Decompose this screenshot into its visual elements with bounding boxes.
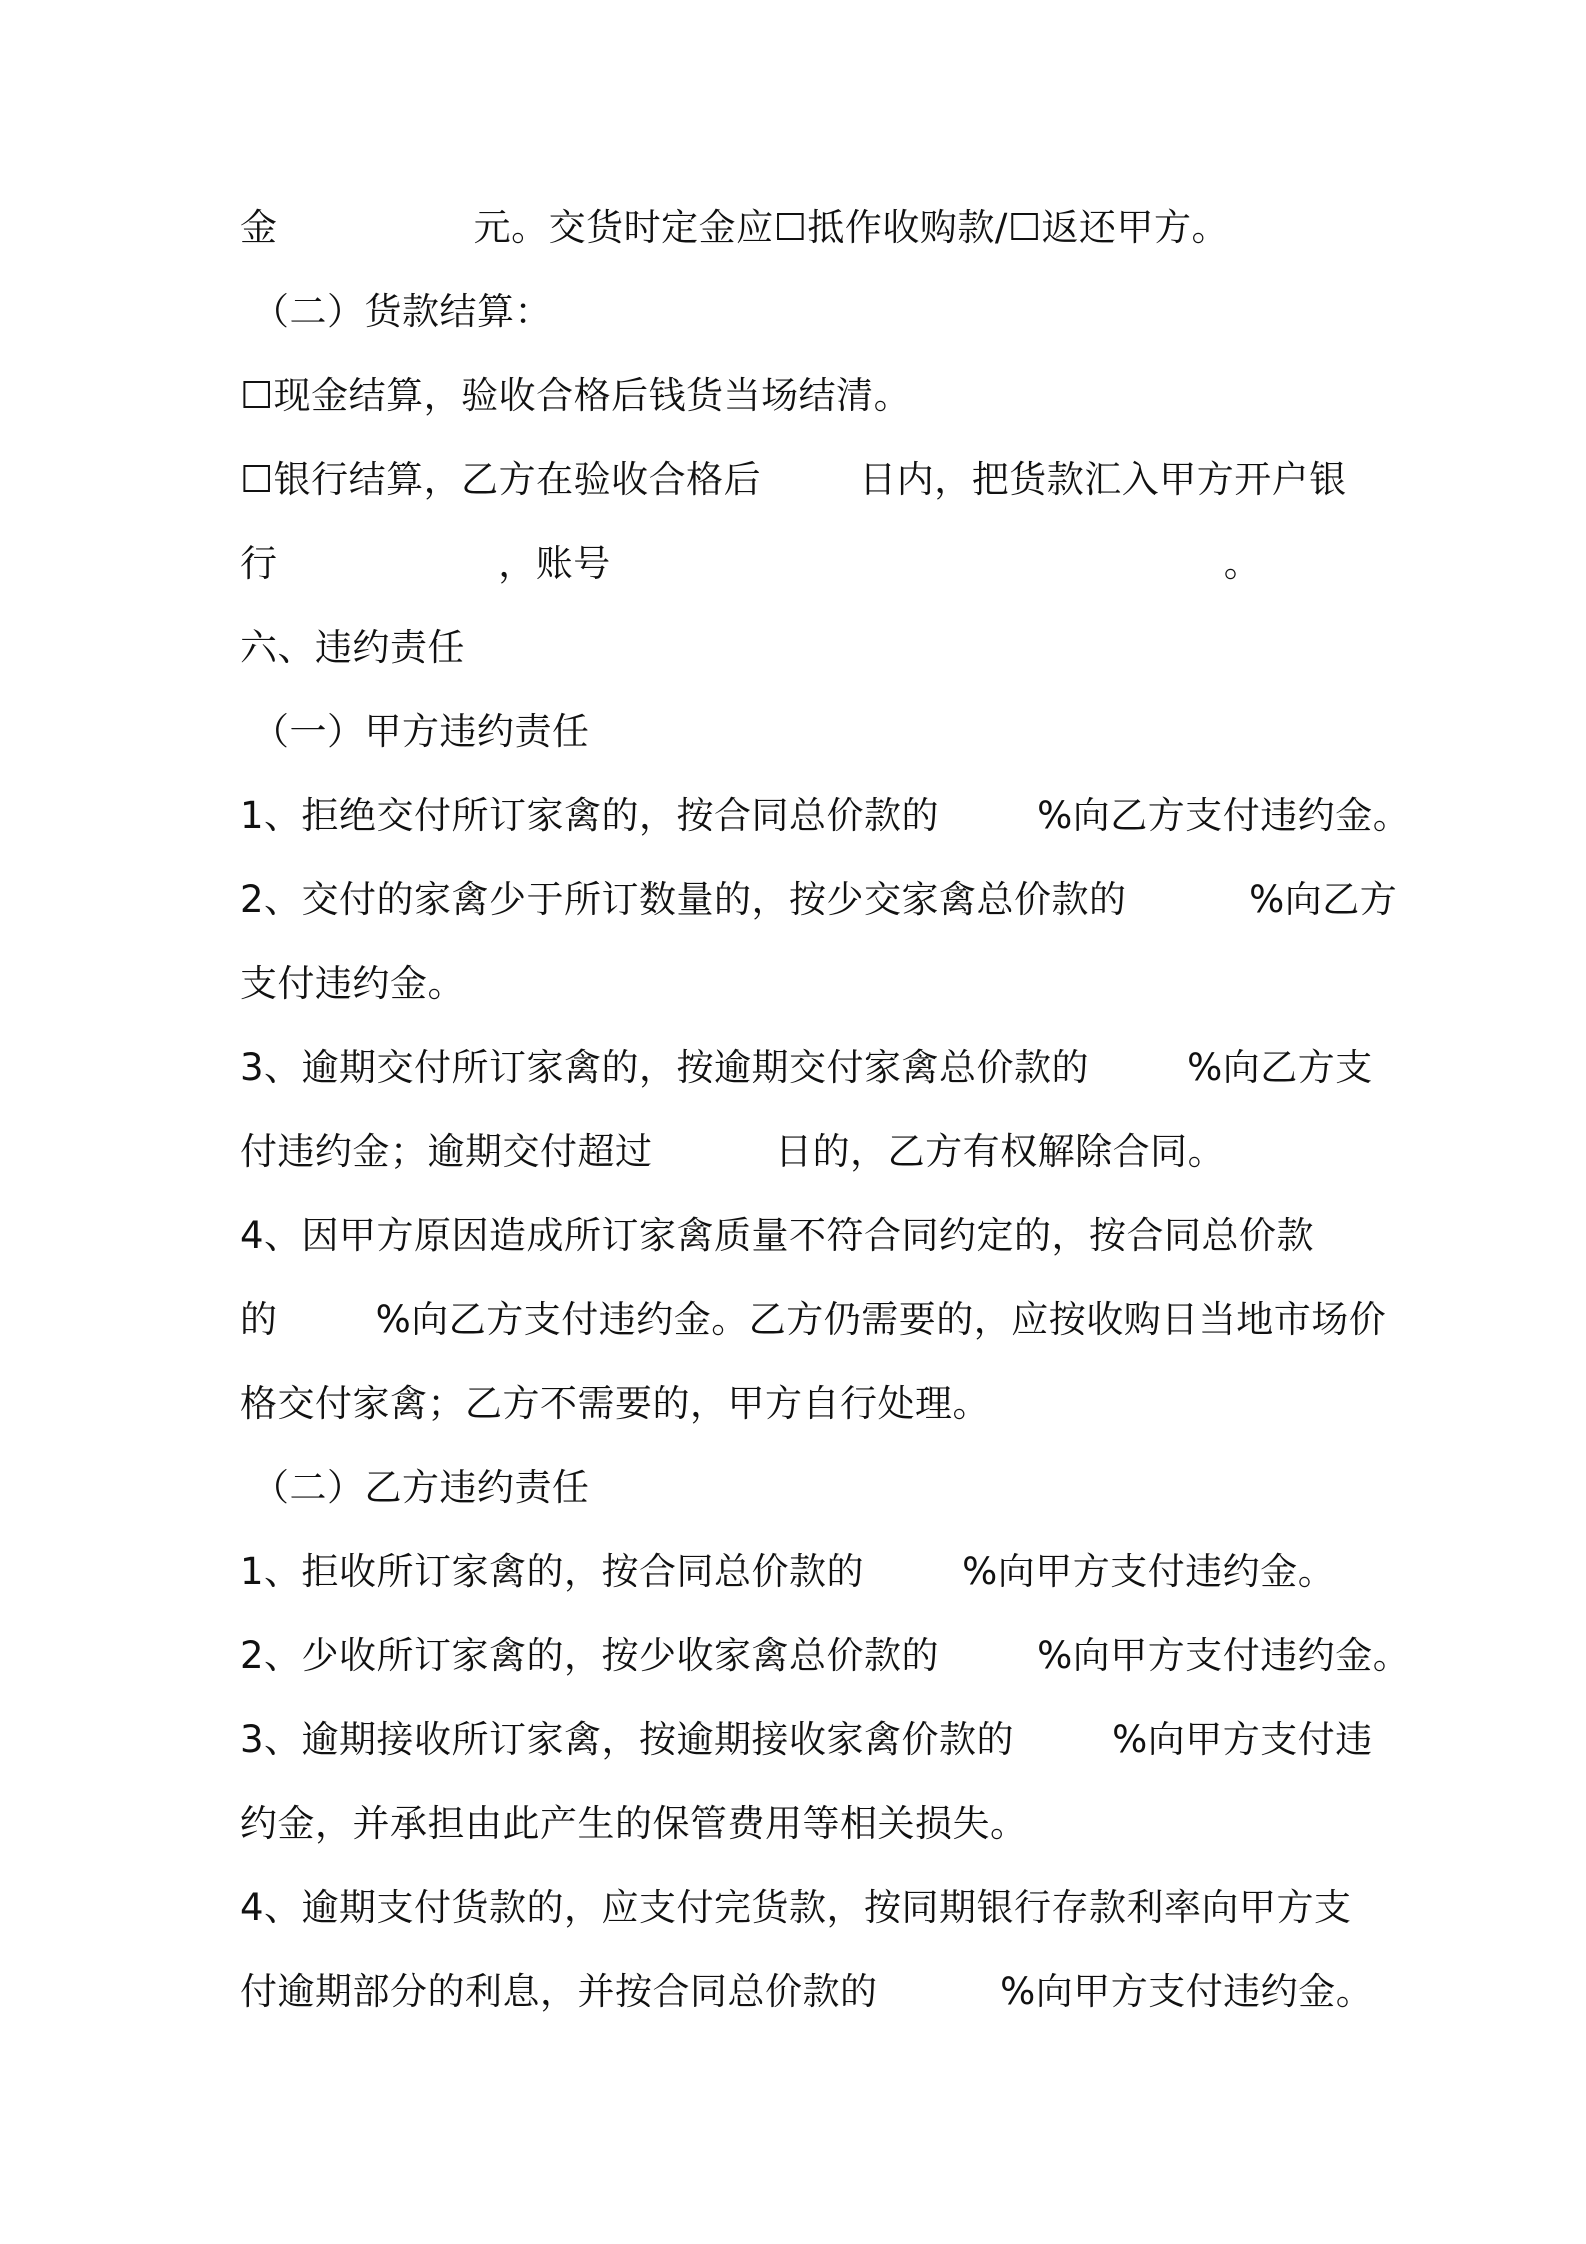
subsection-heading-party-b: （二）乙方违约责任: [252, 1466, 590, 1509]
section-heading-liability: 六、违约责任: [240, 626, 465, 669]
text-line-1: 金 元。交货时定金应☐抵作收购款/☐返还甲方。: [240, 206, 1229, 249]
clause-a-3: 3、逾期交付所订家禽的，按逾期交付家禽总价款的 %向乙方支: [240, 1046, 1373, 1089]
clause-a-4-cont-2: 格交付家禽；乙方不需要的，甲方自行处理。: [240, 1382, 990, 1425]
text-line-cash-settlement: ☐现金结算，验收合格后钱货当场结清。: [240, 374, 912, 417]
clause-a-4: 4、因甲方原因造成所订家禽质量不符合同约定的，按合同总价款: [240, 1214, 1315, 1257]
clause-a-1: 1、拒绝交付所订家禽的，按合同总价款的 %向乙方支付违约金。: [240, 794, 1411, 837]
clause-b-4: 4、逾期支付货款的，应支付完货款，按同期银行存款利率向甲方支: [240, 1886, 1352, 1929]
clause-b-3: 3、逾期接收所订家禽，按逾期接收家禽价款的 %向甲方支付违: [240, 1718, 1373, 1761]
section-heading-payment-settlement: （二）货款结算：: [252, 290, 552, 333]
clause-b-2: 2、少收所订家禽的，按少收家禽总价款的 %向甲方支付违约金。: [240, 1634, 1411, 1677]
clause-a-3-cont: 付违约金；逾期交付超过 日的，乙方有权解除合同。: [240, 1130, 1226, 1173]
clause-b-3-cont: 约金，并承担由此产生的保管费用等相关损失。: [240, 1802, 1028, 1845]
clause-a-4-cont: 的 %向乙方支付违约金。乙方仍需要的，应按收购日当地市场价: [240, 1298, 1387, 1341]
clause-a-2-cont: 支付违约金。: [240, 962, 465, 1005]
clause-b-1: 1、拒收所订家禽的，按合同总价款的 %向甲方支付违约金。: [240, 1550, 1336, 1593]
text-line-bank-account: 行 ，账号 。: [240, 542, 1262, 585]
text-line-bank-settlement: ☐银行结算，乙方在验收合格后 日内，把货款汇入甲方开户银: [240, 458, 1347, 501]
clause-a-2: 2、交付的家禽少于所订数量的，按少交家禽总价款的 %向乙方: [240, 878, 1398, 921]
subsection-heading-party-a: （一）甲方违约责任: [252, 710, 590, 753]
clause-b-4-cont: 付逾期部分的利息，并按合同总价款的 %向甲方支付违约金。: [240, 1970, 1374, 2013]
